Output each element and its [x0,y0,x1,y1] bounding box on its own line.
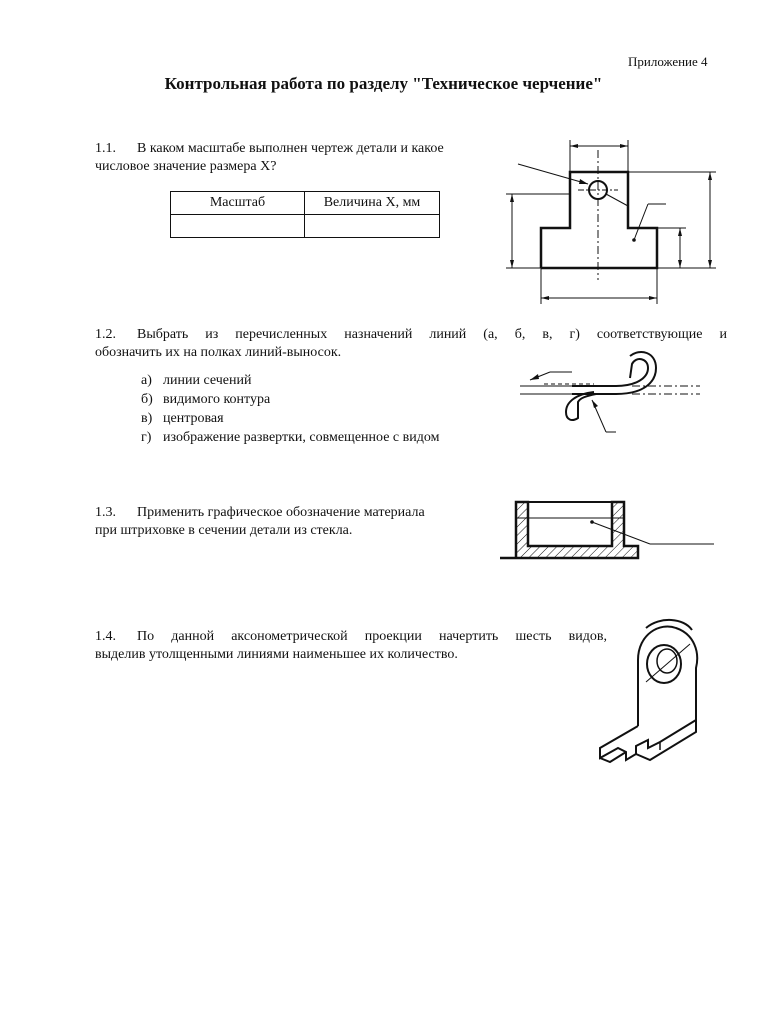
question-number: 1.2. [95,327,116,342]
question-number: 1.1. [95,141,116,156]
lug-outline [638,626,697,726]
question-number: 1.3. [95,505,116,520]
option-item: г) изображение развертки, совмещенное с видом [141,430,440,445]
option-item: б) видимого контура [141,392,271,407]
option-item: в) центровая [141,411,224,426]
question-text-line: В каком масштабе выполнен чертеж детали и какое [137,141,444,156]
question-text-line: Выбрать из перечисленных назначений линий (а, б, в, г) соответствующие и [137,327,727,342]
lug-top-edge [646,620,692,630]
base-edge [600,752,626,762]
option-item: а) линии сечений [141,373,252,388]
question-text-line: выделив утолщенными линиями наименьшее их количество. [95,647,458,662]
table-header-cell: Масштаб [171,192,305,215]
question-text-line: при штриховке в сечении детали из стекла. [95,523,353,538]
appendix-label: Приложение 4 [628,54,708,69]
question-number: 1.4. [95,629,116,644]
question-text-line: числовое значение размера Х? [95,159,277,174]
question-text-line: обозначить их на полках линий-выносок. [95,345,342,360]
question-text-line: По данной аксонометрической проекции начертить шесть видов, [137,629,607,644]
question-text-line: Применить графическое обозначение материала [137,505,425,520]
page-title: Контрольная работа по разделу "Техническое черчение" [164,74,603,93]
table-header-cell: Величина Х, мм [305,192,440,215]
